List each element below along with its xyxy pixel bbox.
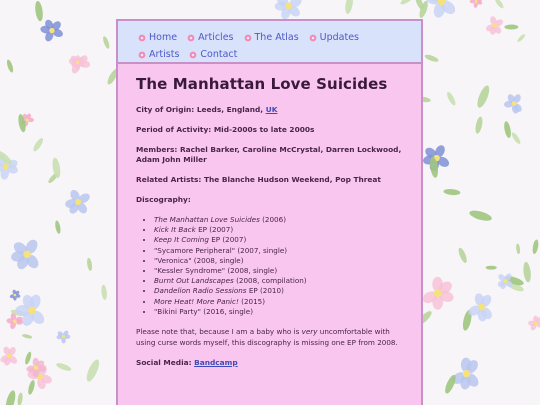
release-details: EP (2007) bbox=[208, 235, 247, 245]
discography-item bbox=[154, 246, 404, 256]
nav-item-artists[interactable] bbox=[138, 49, 179, 60]
nav-item-home[interactable] bbox=[138, 32, 177, 43]
release-title: Dandelion Radio Sessions bbox=[154, 286, 247, 296]
navigation-bar bbox=[118, 21, 421, 64]
note-emphasis: very bbox=[301, 327, 318, 337]
flower-icon bbox=[187, 34, 195, 42]
page-title: The Manhattan Love Suicides bbox=[136, 75, 388, 93]
release-details: EP (2007) bbox=[195, 225, 234, 235]
field-label: Social Media: bbox=[136, 358, 195, 368]
nav-row-1 bbox=[138, 29, 411, 46]
release-title: Kick It Back bbox=[154, 225, 196, 235]
release-details: (2008, single) bbox=[191, 255, 244, 265]
flower-icon bbox=[309, 34, 317, 42]
discography-item bbox=[154, 215, 404, 225]
discography-heading: Discography: bbox=[136, 195, 191, 204]
nav-item-the-atlas[interactable] bbox=[244, 32, 299, 43]
nav-row-2 bbox=[138, 46, 411, 63]
discography-item bbox=[154, 256, 404, 266]
note-before: Please note that, because I am a baby who is bbox=[136, 327, 302, 337]
nav-label: Home bbox=[149, 32, 178, 43]
nav-item-updates[interactable] bbox=[309, 32, 359, 43]
release-details: EP (2010) bbox=[246, 286, 284, 296]
flower-icon bbox=[138, 34, 146, 42]
field-label: Members: bbox=[136, 145, 180, 154]
discography-item bbox=[154, 286, 404, 296]
social-media bbox=[136, 358, 404, 368]
release-title: "Bikini Party" bbox=[154, 306, 201, 316]
period-of-activity bbox=[136, 125, 404, 135]
bandcamp-link[interactable]: Bandcamp bbox=[194, 358, 238, 368]
discography-item bbox=[154, 307, 404, 317]
release-title: More Heat! More Panic! bbox=[154, 296, 239, 306]
nav-label: Artists bbox=[149, 49, 180, 60]
release-details: (2006) bbox=[259, 215, 286, 224]
field-value: Mid-2000s to late 2000s bbox=[213, 125, 315, 134]
release-title: "Kessler Syndrome" bbox=[154, 266, 226, 276]
flower-icon bbox=[189, 51, 197, 59]
city-of-origin bbox=[136, 105, 404, 115]
nav-label: Updates bbox=[319, 32, 360, 43]
flower-icon bbox=[138, 51, 146, 59]
content-panel bbox=[116, 19, 423, 405]
nav-label: Contact bbox=[200, 49, 238, 60]
release-details: (2015) bbox=[238, 296, 266, 306]
field-label: Related Artists: bbox=[136, 175, 204, 184]
discography-item bbox=[154, 266, 404, 276]
uk-link[interactable]: UK bbox=[265, 105, 278, 114]
release-title: "Sycamore Peripheral" bbox=[154, 245, 236, 255]
nav-label: Articles bbox=[198, 32, 234, 43]
discography-item bbox=[154, 276, 404, 286]
release-title: "Veronica" bbox=[154, 255, 192, 265]
curse-words-note bbox=[136, 327, 404, 348]
field-value: Leeds, England, bbox=[196, 105, 266, 114]
nav-item-contact[interactable] bbox=[189, 49, 237, 60]
discography-item bbox=[154, 225, 404, 235]
discography-list bbox=[136, 215, 404, 317]
release-details: (2016, single) bbox=[200, 306, 254, 316]
field-value: The Blanche Hudson Weekend, Pop Threat bbox=[203, 175, 381, 184]
release-details: (2008, single) bbox=[225, 266, 278, 276]
nav-item-articles[interactable] bbox=[187, 32, 233, 43]
field-label: City of Origin: bbox=[136, 105, 197, 114]
nav-label: The Atlas bbox=[254, 32, 299, 43]
related-artists bbox=[136, 175, 404, 185]
flower-icon bbox=[244, 34, 252, 42]
release-details: (2007, single) bbox=[235, 245, 288, 255]
discography-item bbox=[154, 297, 404, 307]
note-after: uncomfortable with using curse words myself, this discography is missing one EP from 2008. bbox=[136, 327, 398, 347]
release-details: (2008, compilation) bbox=[233, 276, 307, 286]
discography-item bbox=[154, 235, 404, 245]
article-content bbox=[118, 64, 421, 368]
release-title: The Manhattan Love Suicides bbox=[154, 215, 260, 224]
field-value: Rachel Barker, Caroline McCrystal, Darren Lockwood, Adam John Miller bbox=[136, 145, 402, 164]
members bbox=[136, 145, 404, 165]
field-label: Period of Activity: bbox=[136, 125, 214, 134]
release-title: Keep It Coming bbox=[154, 235, 209, 245]
release-title: Burnt Out Landscapes bbox=[154, 276, 234, 286]
